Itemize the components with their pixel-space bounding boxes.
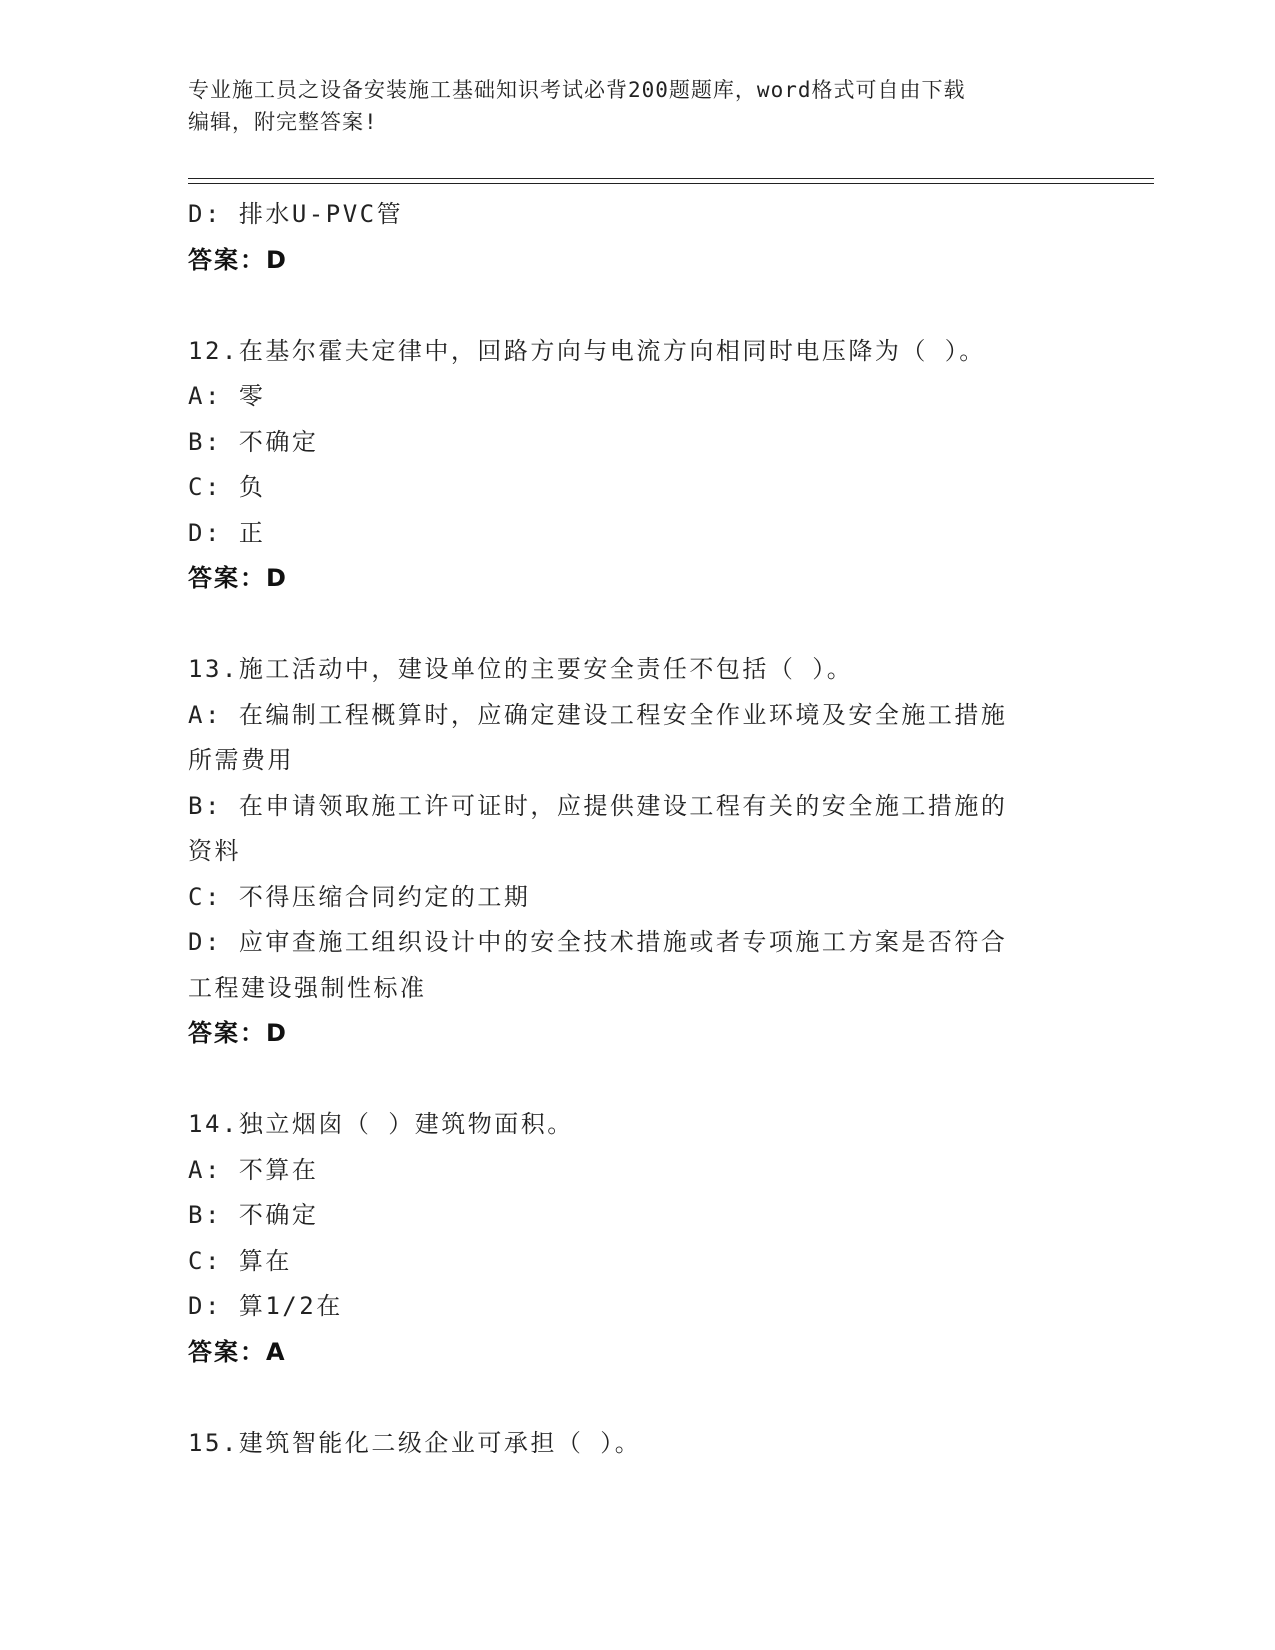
document-header	[188, 74, 1088, 138]
option-d: D: 算1/2在	[188, 1292, 343, 1320]
option-a: A: 在编制工程概算时，应确定建设工程安全作业环境及安全施工措施	[188, 700, 1008, 729]
header-divider-top	[188, 178, 1154, 179]
header-line-1: 专业施工员之设备安装施工基础知识考试必背200题题库，word格式可自由下载	[188, 78, 966, 102]
option-b: B: 不确定	[188, 1201, 319, 1229]
answer-line	[188, 1011, 1088, 1057]
answer-label: 答案：	[188, 564, 266, 592]
spacer	[188, 1375, 1088, 1421]
option-a: A: 不算在	[188, 1155, 319, 1184]
answer-value: D	[266, 245, 286, 274]
option-c: C: 不得压缩合同约定的工期	[188, 882, 531, 911]
spacer	[188, 602, 1088, 648]
option-d-continued: 工程建设强制性标准	[188, 973, 427, 1002]
question-text: 15.建筑智能化二级企业可承担（ ）。	[188, 1428, 642, 1457]
spacer	[188, 1057, 1088, 1103]
answer-value: D	[266, 564, 286, 592]
answer-label: 答案：	[188, 245, 266, 274]
option-d: D: 正	[188, 518, 266, 547]
answer-value: A	[266, 1337, 285, 1366]
answer-line	[188, 1330, 1088, 1376]
answer-label: 答案：	[188, 1337, 266, 1366]
answer-label: 答案：	[188, 1019, 266, 1047]
answer-line	[188, 238, 1088, 284]
option-d: D: 排水U-PVC管	[188, 200, 404, 228]
question-14	[188, 1102, 1088, 1375]
question-11	[188, 192, 1088, 283]
question-list	[188, 192, 1088, 1466]
option-b: B: 在申请领取施工许可证时，应提供建设工程有关的安全施工措施的	[188, 791, 1008, 820]
header-line-2: 编辑，附完整答案!	[188, 110, 378, 134]
question-12	[188, 329, 1088, 602]
option-b: B: 不确定	[188, 427, 319, 456]
answer-line	[188, 556, 1088, 602]
question-text: 13.施工活动中，建设单位的主要安全责任不包括（ ）。	[188, 655, 854, 683]
question-13	[188, 647, 1088, 1057]
question-text: 14.独立烟囱（ ）建筑物面积。	[188, 1110, 574, 1138]
question-15	[188, 1421, 1088, 1467]
header-divider-bottom	[188, 183, 1154, 184]
answer-value: D	[266, 1019, 286, 1047]
option-a: A: 零	[188, 382, 266, 410]
spacer	[188, 283, 1088, 329]
option-d: D: 应审查施工组织设计中的安全技术措施或者专项施工方案是否符合	[188, 928, 1008, 956]
option-b-continued: 资料	[188, 837, 241, 865]
option-a-continued: 所需费用	[188, 746, 294, 774]
option-c: C: 负	[188, 473, 266, 501]
option-c: C: 算在	[188, 1246, 292, 1275]
question-text: 12.在基尔霍夫定律中，回路方向与电流方向相同时电压降为（ ）。	[188, 336, 986, 365]
